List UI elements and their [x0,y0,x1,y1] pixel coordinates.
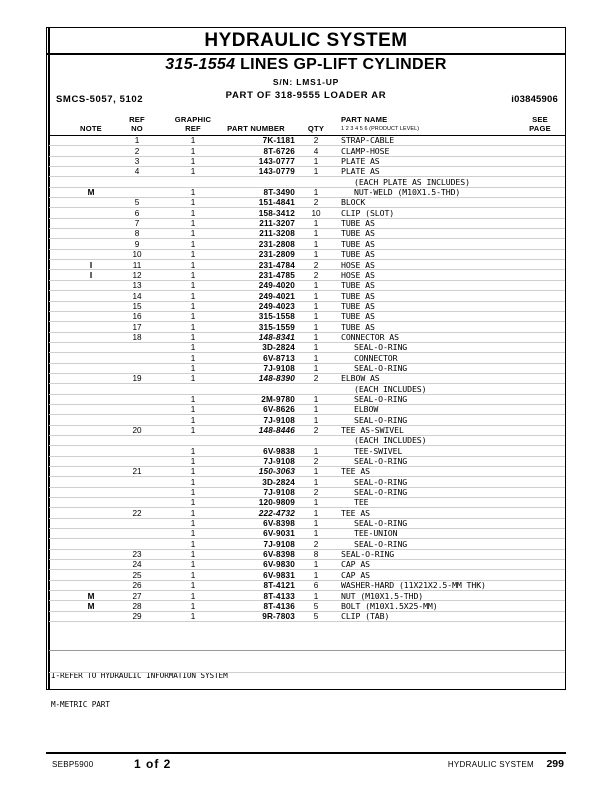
cell-qty: 1 [313,405,319,415]
cell-part: 8T-3490 [263,188,295,198]
cell-gref: 1 [190,291,196,301]
cell-gref: 1 [190,457,196,467]
table-row [49,250,565,260]
cell-gref: 1 [190,539,196,549]
table-row [49,415,565,425]
part-of-line: PART OF 318-9555 LOADER AR [225,90,387,101]
cell-ref: 13 [132,281,142,291]
cell-name: CONNECTOR [354,352,398,363]
cell-ref: 4 [134,167,140,177]
footer-separator-rule [46,752,566,754]
legend-top-rule [49,650,565,651]
cell-part: 9R-7803 [262,612,295,622]
cell-name: CAP AS [341,569,370,580]
table-row [49,519,565,529]
cell-qty: 1 [313,219,319,229]
cell-qty: 1 [313,301,319,311]
cell-ref: 1 [134,136,140,146]
cell-qty: 2 [313,426,319,436]
cell-qty: 2 [313,488,319,498]
cell-gref: 1 [190,332,196,342]
column-header-graphic-ref [171,116,215,133]
cell-gref: 1 [190,167,196,177]
cell-name: (EACH PLATE AS INCLUDES) [354,176,470,187]
column-header-ref-line2: NO [131,123,143,133]
table-row [49,395,565,405]
cell-name: SEAL-O-RING [354,414,408,425]
table-row [49,260,565,270]
table-row [49,426,565,436]
cell-ref: 9 [134,239,140,249]
cell-qty: 1 [313,291,319,301]
cell-part: 6V-8713 [263,353,295,363]
cell-name: NUT-WELD (M10X1.5-THD) [354,187,461,198]
parts-table [49,136,565,622]
assembly-title [47,56,565,74]
table-row [49,281,565,291]
cell-name: TUBE AS [341,218,375,229]
cell-ref: 11 [132,260,142,270]
cell-part: 3D-2824 [262,477,295,487]
cell-part: 143-0779 [258,167,295,177]
legend-line-i: I-REFER TO HYDRAULIC INFORMATION SYSTEM [51,671,228,681]
cell-part: 3D-2824 [262,343,295,353]
table-row [49,612,565,622]
table-row [49,488,565,498]
cell-name: SEAL-O-RING [354,538,408,549]
cell-qty: 1 [313,229,319,239]
cell-part: 6V-8626 [263,405,295,415]
cell-name: STRAP-CABLE [341,135,395,146]
column-header-see-line2: PAGE [529,123,551,133]
cell-gref: 1 [190,208,196,218]
legend-bottom-rule [49,672,565,673]
cell-gref: 1 [190,550,196,560]
cell-part: 7J-9108 [263,539,295,549]
cell-qty: 1 [313,477,319,487]
cell-ref: 22 [132,508,142,518]
cell-part: 2M-9780 [261,394,295,404]
cell-qty: 1 [313,498,319,508]
cell-name: WASHER-HARD (11X21X2.5-MM THK) [341,580,486,591]
table-row [49,446,565,456]
cell-name: BLOCK [341,197,366,208]
column-header-part-number: PART NUMBER [227,124,285,133]
cell-name: SEAL-O-RING [354,518,408,529]
table-row [49,374,565,384]
cell-part: 6V-9830 [263,560,295,570]
cell-qty: 6 [313,581,319,591]
cell-note: M [87,601,95,611]
table-row [49,322,565,332]
cell-part: 315-1558 [258,312,295,322]
cell-part: 6V-9831 [263,570,295,580]
cell-gref: 1 [190,312,196,322]
cell-gref: 1 [190,157,196,167]
cell-name: TUBE AS [341,300,375,311]
cell-gref: 1 [190,198,196,208]
cell-qty: 1 [313,312,319,322]
cell-gref: 1 [190,612,196,622]
cell-ref: 16 [132,312,142,322]
cell-gref: 1 [190,301,196,311]
serial-number-line: S/N: LMS1-UP [272,77,340,87]
cell-ref: 27 [132,591,142,601]
table-row [49,508,565,518]
cell-part: 315-1559 [258,322,295,332]
cell-gref: 1 [190,488,196,498]
cell-gref: 1 [190,591,196,601]
cell-qty: 1 [313,239,319,249]
table-row [49,167,565,177]
notes-legend [51,652,228,719]
cell-name: SEAL-O-RING [354,362,408,373]
table-row [49,353,565,363]
cell-name: TUBE AS [341,238,375,249]
cell-gref: 1 [190,343,196,353]
cell-gref: 1 [190,322,196,332]
footer-page-number: 299 [546,758,564,770]
cell-name: (EACH INCLUDES) [354,435,427,446]
cell-part: 249-4021 [258,291,295,301]
cell-name: PLATE AS [341,156,380,167]
smcs-row [56,94,558,105]
cell-name: SEAL-O-RING [341,549,395,560]
page-indicator: 1 of 2 [134,757,172,771]
cell-gref: 1 [190,508,196,518]
cell-part: 231-4784 [258,260,295,270]
table-row [49,560,565,570]
cell-name: TUBE AS [341,321,375,332]
cell-part: 231-2809 [258,250,295,260]
assembly-name: LINES GP-LIFT CYLINDER [240,56,447,73]
cell-gref: 1 [190,467,196,477]
cell-gref: 1 [190,570,196,580]
cell-ref: 3 [134,157,140,167]
cell-gref: 1 [190,498,196,508]
table-row [49,343,565,353]
cell-part: 8T-4121 [263,581,295,591]
cell-ref: 26 [132,581,142,591]
cell-qty: 1 [313,394,319,404]
cell-gref: 1 [190,560,196,570]
cell-ref: 25 [132,570,142,580]
cell-qty: 8 [313,550,319,560]
cell-name: BOLT (M10X1.5X25-MM) [341,600,438,611]
cell-name: SEAL-O-RING [354,456,408,467]
cell-qty: 2 [313,270,319,280]
cell-ref: 2 [134,146,140,156]
cell-ref: 14 [132,291,142,301]
cell-note: I [89,270,93,280]
cell-gref: 1 [190,405,196,415]
cell-name: PLATE AS [341,166,380,177]
footer-section-title: HYDRAULIC SYSTEM [447,760,534,769]
column-header-see-page [519,116,561,133]
page-footer [46,757,566,775]
cell-part: 231-4785 [258,270,295,280]
document-title-band [47,28,565,55]
cell-gref: 1 [190,353,196,363]
cell-part: 6V-9838 [263,446,295,456]
cell-qty: 1 [313,167,319,177]
cell-qty: 2 [313,374,319,384]
table-row [49,498,565,508]
column-header-qty: QTY [307,124,325,133]
column-header-part-name-label: PART NAME [341,115,388,124]
cell-part: 231-2808 [258,239,295,249]
cell-ref: 21 [132,467,142,477]
cell-gref: 1 [190,239,196,249]
table-row [49,177,565,187]
table-row [49,333,565,343]
cell-name: CLIP (SLOT) [341,207,395,218]
cell-name: SEAL-O-RING [354,487,408,498]
cell-name: HOSE AS [341,269,375,280]
cell-gref: 1 [190,219,196,229]
cell-name: TEE AS-SWIVEL [341,425,404,436]
cell-part: 6V-8398 [263,519,295,529]
smcs-code: SMCS-5057, 5102 [56,94,144,105]
cell-qty: 5 [313,612,319,622]
cell-gref: 1 [190,581,196,591]
cell-gref: 1 [190,426,196,436]
cell-ref: 12 [132,270,142,280]
cell-gref: 1 [190,374,196,384]
table-row [49,208,565,218]
table-row [49,364,565,374]
cell-ref: 10 [132,250,142,260]
cell-gref: 1 [190,519,196,529]
table-row [49,539,565,549]
cell-gref: 1 [190,394,196,404]
cell-name: TUBE AS [341,228,375,239]
cell-part: 143-0777 [258,157,295,167]
cell-part: 7J-9108 [263,363,295,373]
cell-ref: 23 [132,550,142,560]
assembly-number: 315-1554 [165,56,236,73]
cell-gref: 1 [190,229,196,239]
column-header-graphic-line2: REF [185,123,201,133]
cell-name: SEAL-O-RING [354,342,408,353]
cell-qty: 1 [313,415,319,425]
cell-qty: 2 [313,457,319,467]
cell-ref: 29 [132,612,142,622]
cell-qty: 1 [313,343,319,353]
cell-part: 148-8341 [258,332,295,342]
publication-number: SEBP5900 [52,760,94,769]
cell-qty: 1 [313,467,319,477]
cell-name: TUBE AS [341,311,375,322]
cell-qty: 1 [313,519,319,529]
cell-gref: 1 [190,146,196,156]
cell-qty: 10 [311,208,321,218]
cell-qty: 1 [313,570,319,580]
page-title: HYDRAULIC SYSTEM [204,29,408,51]
table-row [49,291,565,301]
cell-qty: 2 [313,136,319,146]
cell-part: 148-8446 [258,426,295,436]
cell-name: TEE AS [341,466,370,477]
cell-name: TUBE AS [341,249,375,260]
table-row [49,384,565,394]
cell-qty: 5 [313,601,319,611]
cell-part: 249-4023 [258,301,295,311]
table-row [49,570,565,580]
cell-qty: 1 [313,281,319,291]
cell-qty: 1 [313,591,319,601]
cell-name: TEE [354,497,369,508]
cell-part: 249-4020 [258,281,295,291]
table-row [49,601,565,611]
cell-gref: 1 [190,477,196,487]
column-header-ref-line1: REF [129,115,145,124]
cell-gref: 1 [190,446,196,456]
cell-name: TEE-SWIVEL [354,445,403,456]
column-header-note: NOTE [80,124,102,133]
cell-qty: 1 [313,322,319,332]
cell-part: 8T-4136 [263,601,295,611]
cell-name: CAP AS [341,559,370,570]
cell-note: I [89,260,93,270]
cell-ref: 18 [132,332,142,342]
cell-part: 150-3063 [258,467,295,477]
cell-part: 211-3208 [259,229,295,239]
document-id: i03845906 [511,94,558,105]
legend-line-m: M-METRIC PART [51,699,110,709]
cell-name: TEE-UNION [354,528,398,539]
cell-gref: 1 [190,601,196,611]
cell-name: NUT (M10X1.5-THD) [341,590,424,601]
cell-gref: 1 [190,529,196,539]
cell-ref: 28 [132,601,142,611]
cell-part: 6V-9031 [263,529,295,539]
cell-qty: 1 [313,157,319,167]
cell-gref: 1 [190,415,196,425]
cell-gref: 1 [190,270,196,280]
table-row [49,157,565,167]
cell-ref: 8 [134,229,140,239]
cell-ref: 20 [132,426,142,436]
cell-part: 148-8390 [258,374,295,384]
cell-ref: 19 [132,374,142,384]
cell-name: SEAL-O-RING [354,393,408,404]
cell-name: ELBOW AS [341,373,380,384]
cell-note: M [87,188,95,198]
cell-name: TUBE AS [341,290,375,301]
table-row [49,239,565,249]
table-row [49,405,565,415]
cell-part: 8T-4133 [263,591,295,601]
cell-qty: 2 [313,539,319,549]
cell-part: 7J-9108 [263,415,295,425]
column-header-see-line1: SEE [532,115,548,124]
cell-name: SEAL-O-RING [354,476,408,487]
cell-name: TEE AS [341,507,370,518]
table-row [49,198,565,208]
cell-qty: 1 [313,363,319,373]
cell-part: 158-3412 [258,208,295,218]
table-row [49,477,565,487]
cell-part: 7J-9108 [263,488,295,498]
cell-qty: 2 [313,260,319,270]
cell-part: 211-3207 [259,219,295,229]
table-row [49,312,565,322]
cell-name: CLAMP-HOSE [341,145,390,156]
cell-qty: 4 [313,146,319,156]
table-row [49,457,565,467]
cell-part: 151-4841 [258,198,295,208]
table-row [49,188,565,198]
cell-ref: 5 [134,198,140,208]
cell-gref: 1 [190,136,196,146]
table-row [49,467,565,477]
cell-gref: 1 [190,363,196,373]
cell-gref: 1 [190,250,196,260]
cell-part: 8T-6726 [263,146,295,156]
table-row [49,529,565,539]
table-row [49,146,565,156]
cell-qty: 1 [313,250,319,260]
cell-ref: 15 [132,301,142,311]
cell-name: (EACH INCLUDES) [354,383,427,394]
cell-ref: 17 [132,322,142,332]
cell-qty: 2 [313,198,319,208]
cell-name: CONNECTOR AS [341,331,399,342]
cell-qty: 1 [313,529,319,539]
column-header-product-level: 1 2 3 4 5 6 (PRODUCT LEVEL) [341,125,420,132]
table-row [49,219,565,229]
cell-gref: 1 [190,281,196,291]
cell-part: 6V-8398 [263,550,295,560]
cell-qty: 1 [313,446,319,456]
cell-name: HOSE AS [341,259,375,270]
table-row [49,229,565,239]
cell-part: 7K-1181 [262,136,295,146]
cell-gref: 1 [190,188,196,198]
cell-ref: 6 [134,208,140,218]
cell-ref: 7 [134,219,140,229]
column-header-graphic-line1: GRAPHIC [174,115,212,124]
cell-note: M [87,591,95,601]
cell-name: ELBOW [354,404,379,415]
cell-qty: 1 [313,332,319,342]
cell-ref: 24 [132,560,142,570]
table-row [49,270,565,280]
cell-part: 7J-9108 [263,457,295,467]
column-header-ref-no [117,116,157,133]
cell-qty: 1 [313,560,319,570]
table-row [49,550,565,560]
cell-name: TUBE AS [341,280,375,291]
cell-qty: 1 [313,188,319,198]
cell-gref: 1 [190,260,196,270]
cell-qty: 1 [313,508,319,518]
cell-qty: 1 [313,353,319,363]
cell-name: CLIP (TAB) [341,611,390,622]
table-row [49,581,565,591]
table-row [49,136,565,146]
cell-part: 222-4732 [258,508,295,518]
table-row [49,591,565,601]
table-row [49,302,565,312]
table-row [49,436,565,446]
cell-part: 120-9809 [258,498,295,508]
